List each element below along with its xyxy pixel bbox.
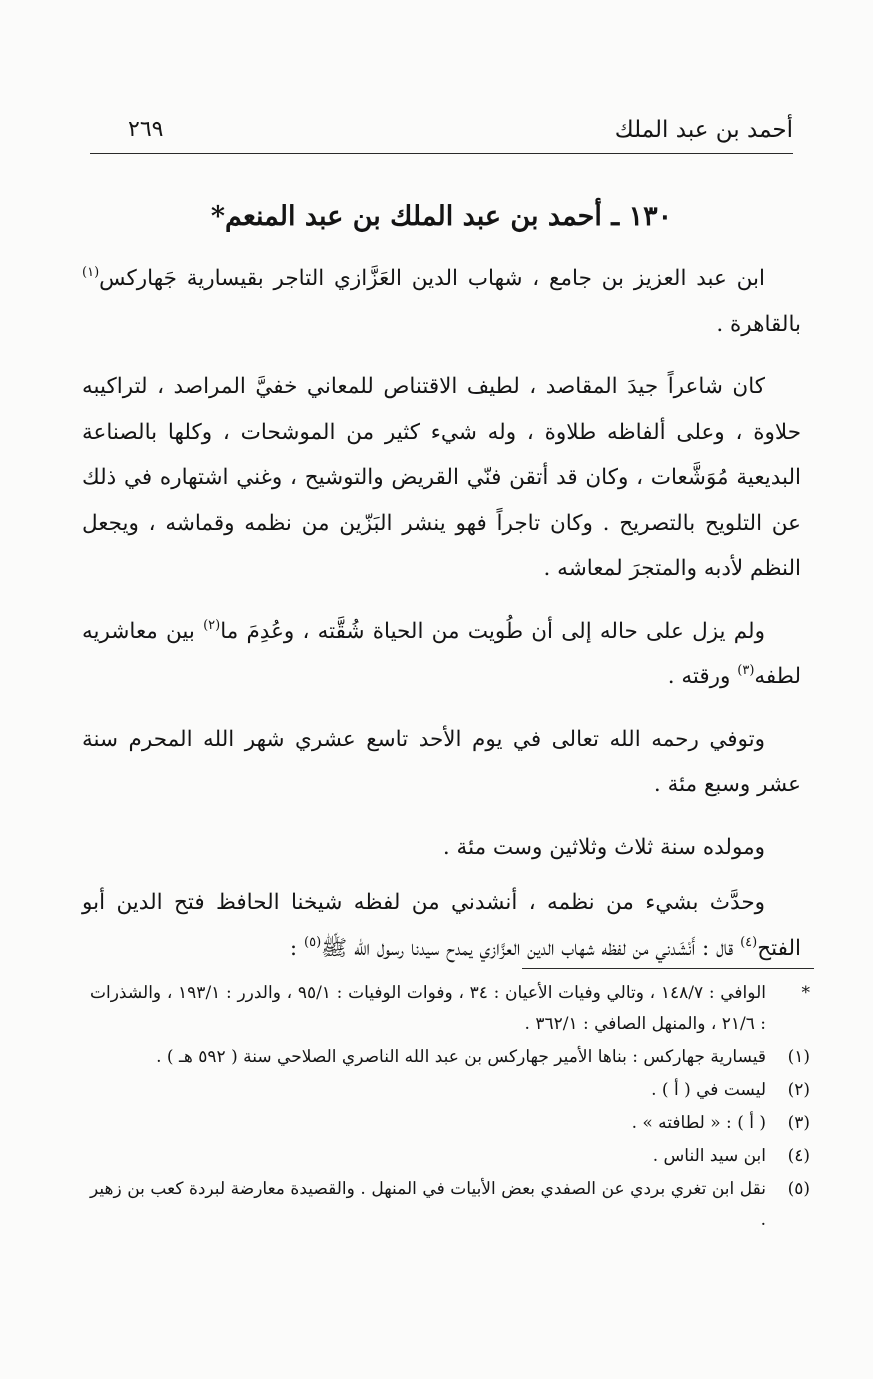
footnote-item	[90, 1108, 814, 1139]
footnote-text: ابن سيد الناس .	[652, 1146, 766, 1166]
paragraph-text-tail: بالقاهرة .	[716, 311, 801, 337]
footnote-marker: *	[801, 983, 810, 1003]
paragraph-text: :	[289, 935, 304, 961]
paragraph-text: كان شاعراً جيدَ المقاصد ، لطيف الاقتناص للمعاني خفيَّ المراصد ، لتراكيبه حلاوة ، وعلى ألفاظه طلاوة ، وله شيء كثير من الموشحات ، وكلها بالصناعة البديعية مُوَشَّعات ، وكان قد أتقن فنّي القريض والتوشيح ، وغني اشتهاره في ذلك عن التلويح بالتصريح . وكان تاجراً فهو ينشر البَزّين من نظمه وقماشه ، ويجعل النظم لأدبه والمتجرَ لمعاشه .	[82, 374, 801, 581]
paragraph-text: ومولده سنة ثلاث وثلاثين وست مئة .	[442, 834, 765, 860]
footnote-marker: (٣)	[787, 1113, 810, 1133]
paragraph-death	[82, 717, 801, 808]
page-number: ٢٦٩	[128, 117, 164, 142]
running-head	[90, 112, 793, 152]
footnote-text: الوافي : ١٤٨/٧ ، وتالي وفيات الأعيان : ٣٤ ، وفوات الوفيات : ٩٥/١ ، والدرر : ١٩٣/١ ، والشذرات : ٢١/٦ ، والمنهل الصافي : ٣٦٢/١ .	[90, 983, 766, 1034]
footnote-ref-5: (٥)	[304, 934, 322, 950]
paragraph-text: وتوفي رحمه الله تعالى في يوم الأحد تاسع عشري شهر الله المحرم سنة عشر وسبع مئة .	[82, 726, 801, 797]
header-rule	[90, 153, 793, 154]
paragraph-text: وحدَّث بشيء من نظمه ، أنشدني من لفظه شيخنا الحافظ فتح الدين أبو الفتح	[82, 890, 801, 961]
paragraph-recitation	[82, 880, 801, 971]
paragraph-text: بين معاشريه لطفه	[82, 618, 801, 689]
footnote-marker: (١)	[787, 1047, 810, 1067]
footnote-ref-2: (٢)	[203, 617, 221, 633]
footnote-ref-3: (٣)	[737, 663, 755, 678]
paragraph-character	[82, 609, 801, 700]
footnote-item	[90, 1174, 814, 1236]
paragraph-text: ورقته .	[667, 664, 738, 689]
footnote-text: ليست في ( أ ) .	[651, 1080, 766, 1100]
paragraph-name-lineage	[82, 256, 801, 347]
body-text	[82, 256, 801, 988]
footnote-text: ( أ ) : « لطافته » .	[631, 1113, 766, 1133]
footnote-marker: (٢)	[787, 1080, 810, 1100]
footnote-ref-1: (١)	[82, 265, 100, 280]
footnotes	[90, 978, 814, 1238]
footnote-ref-4: (٤)	[740, 934, 758, 950]
footnote-text: قيسارية جهاركس : بناها الأمير جهاركس بن عبد الله الناصري الصلاحي سنة ( ٥٩٢ هـ ) .	[156, 1047, 766, 1067]
paragraph-birth	[82, 825, 801, 871]
footnote-item	[90, 1075, 814, 1106]
footnote-item	[90, 1141, 814, 1172]
footnote-rule	[522, 968, 814, 969]
entry-heading: ١٣٠ ـ أحمد بن عبد الملك بن عبد المنعم*	[210, 201, 673, 232]
footnote-marker: (٥)	[787, 1179, 810, 1199]
footnote-item	[90, 1042, 814, 1073]
paragraph-text: ابن عبد العزيز بن جامع ، شهاب الدين العَزَّازي التاجر بقيسارية جَهاركس	[99, 266, 765, 291]
running-title: أحمد بن عبد الملك	[614, 117, 793, 143]
footnote-marker: (٤)	[787, 1146, 810, 1166]
footnote-text: نقل ابن تغري بردي عن الصفدي بعض الأبيات في المنهل . والقصيدة معارضة لبردة كعب بن زهير .	[90, 1179, 766, 1230]
paragraph-text: ولم يزل على حاله إلى أن طُويت من الحياة شُقَّته ، وعُدِمَ ما	[220, 618, 765, 644]
footnote-item	[90, 978, 814, 1040]
paragraph-description	[82, 364, 801, 592]
paragraph-text: قال : أَنْشَدني من لفظه شهاب الدين العزَّازي يمدح سيدنا رسول الله ﷺ	[321, 935, 741, 961]
